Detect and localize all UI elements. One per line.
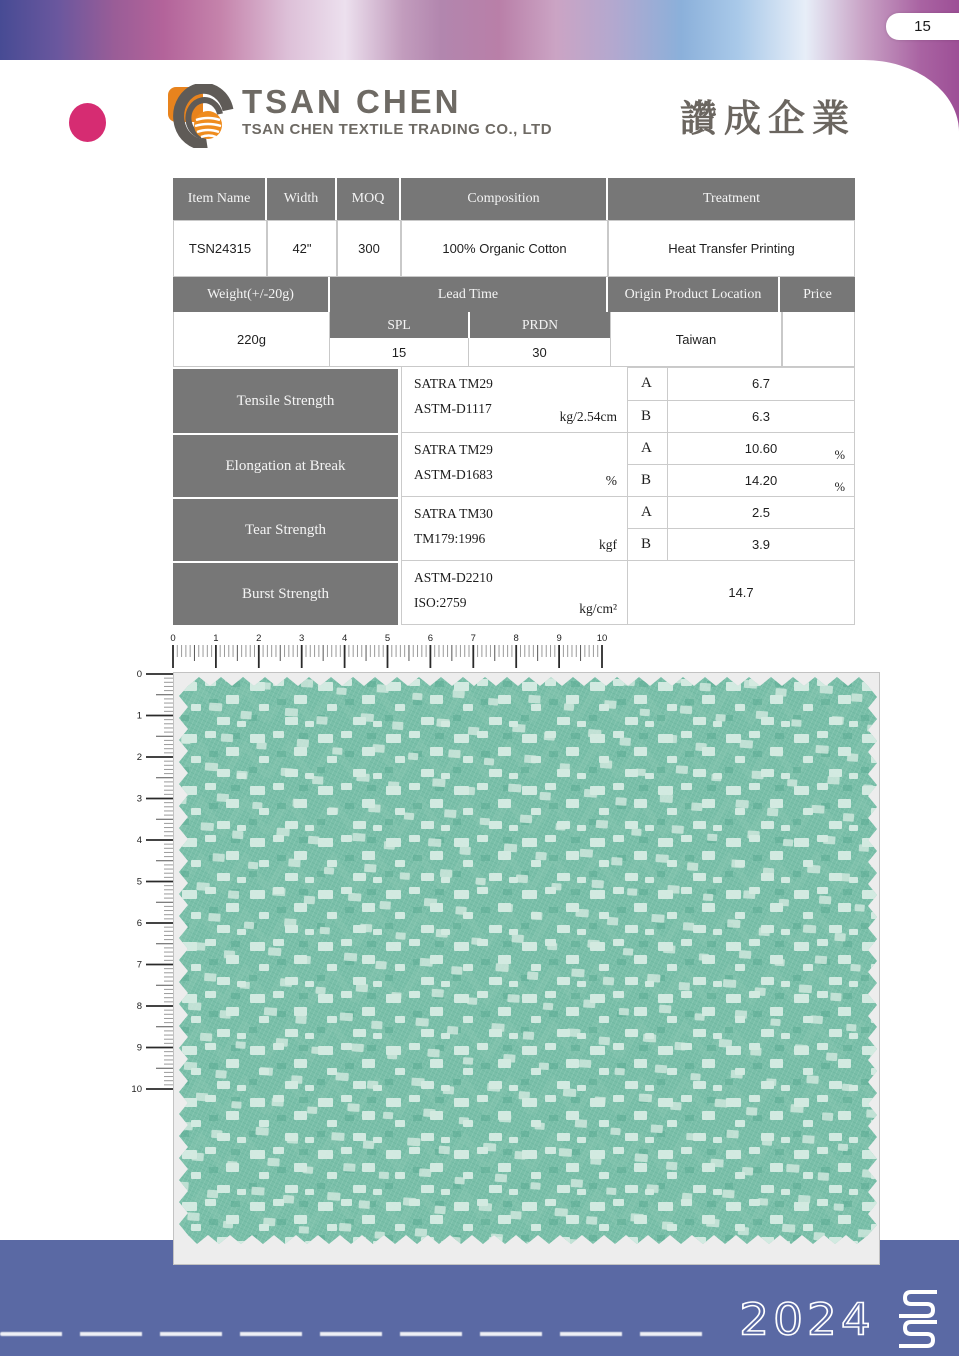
spl-header: SPL: [330, 312, 468, 338]
company-logo-icon: [168, 84, 234, 148]
svg-text:9: 9: [556, 633, 562, 644]
method-unit: %: [605, 473, 617, 488]
tensile-strength-row: [173, 367, 855, 433]
page-number: 15: [914, 18, 931, 35]
footer-dash-line: [0, 1332, 715, 1336]
leadtime-block: [330, 312, 610, 367]
burst-value: 14.7: [628, 561, 854, 625]
a-unit: %: [834, 448, 845, 462]
b-unit: %: [834, 480, 845, 494]
svg-text:1: 1: [213, 633, 219, 644]
svg-text:9: 9: [136, 1042, 142, 1054]
method-line1: SATRA TM29: [414, 376, 493, 391]
svg-text:6: 6: [136, 918, 142, 929]
horizontal-ruler: [150, 631, 630, 675]
svg-text:0: 0: [136, 669, 142, 680]
b-label: B: [628, 465, 668, 496]
b-label: B: [628, 529, 668, 560]
b-value: 6.3: [751, 408, 771, 424]
burst-value-cell: [628, 561, 855, 625]
svg-text:5: 5: [136, 876, 142, 888]
a-value: 10.60: [744, 441, 778, 456]
weight-value: 220g: [173, 312, 330, 367]
svg-text:8: 8: [136, 1001, 142, 1012]
svg-text:8: 8: [513, 633, 519, 644]
col-header-leadtime: Lead Time: [330, 277, 606, 312]
svg-text:4: 4: [136, 835, 142, 846]
tear-ab-cell: [628, 497, 855, 561]
a-value: 2.5: [751, 505, 771, 520]
width-value: 42": [267, 220, 337, 277]
svg-text:1: 1: [136, 710, 142, 722]
spec-value-row: [173, 220, 855, 277]
tear-method-cell: [401, 497, 628, 561]
method-line1: SATRA TM29: [414, 442, 493, 457]
tensile-strength-label: Tensile Strength: [173, 367, 398, 433]
svg-text:4: 4: [341, 633, 348, 644]
svg-text:10: 10: [131, 1084, 142, 1095]
method-unit: kg/2.54cm: [559, 409, 617, 424]
a-label: A: [628, 433, 668, 464]
svg-text:2: 2: [256, 633, 262, 644]
spec-header-row2: [173, 277, 855, 312]
col-header-price: Price: [780, 277, 855, 312]
prdn-header: PRDN: [470, 312, 610, 338]
svg-text:3: 3: [299, 633, 305, 644]
svg-text:5: 5: [384, 633, 391, 644]
method-line2: ASTM-D1683: [414, 467, 493, 482]
spec-table: [173, 178, 855, 625]
burst-strength-label: Burst Strength: [173, 561, 398, 625]
spec-header-row: [173, 178, 855, 220]
b-value: 3.9: [751, 537, 771, 552]
svg-text:6: 6: [427, 633, 434, 644]
method-unit: kgf: [599, 537, 617, 552]
page-number-badge: [886, 13, 959, 40]
svg-text:0: 0: [170, 633, 176, 644]
company-name-chinese: 讚成企業: [680, 97, 856, 140]
method-unit: kg/cm²: [579, 601, 617, 616]
footer-ss-logo-icon: [891, 1288, 943, 1350]
col-header-composition: Composition: [401, 178, 606, 220]
pink-dot-decoration: [69, 103, 106, 142]
b-label: B: [628, 401, 668, 433]
svg-text:2: 2: [136, 752, 142, 763]
brand-text: [242, 84, 552, 140]
tensile-ab-cell: [628, 367, 855, 433]
footer-year: [723, 1296, 891, 1348]
method-line1: SATRA TM30: [414, 506, 493, 521]
elongation-label: Elongation at Break: [173, 433, 398, 497]
col-header-treatment: Treatment: [608, 178, 855, 220]
svg-text:3: 3: [136, 793, 142, 805]
tear-strength-label: Tear Strength: [173, 497, 398, 561]
elongation-method-cell: [401, 433, 628, 497]
price-value: [782, 312, 855, 367]
a-label: A: [628, 497, 668, 528]
fabric-swatch: [179, 677, 877, 1244]
composition-value: 100% Organic Cotton: [401, 220, 608, 277]
fabric-sample-panel: [173, 672, 880, 1265]
company-subtitle: TSAN CHEN TEXTILE TRADING CO., LTD: [242, 121, 553, 138]
col-header-width: Width: [267, 178, 335, 220]
brand-header: [168, 84, 868, 150]
treatment-value: Heat Transfer Printing: [608, 220, 855, 277]
company-name: TSAN CHEN: [242, 83, 462, 120]
b-value: 14.20: [744, 473, 778, 488]
col-header-item-name: Item Name: [173, 178, 265, 220]
year-text: 2024: [739, 1296, 875, 1346]
col-header-weight: Weight(+/-20g): [173, 277, 328, 312]
method-line2: ASTM-D1117: [414, 401, 492, 416]
svg-text:10: 10: [596, 633, 608, 644]
svg-text:7: 7: [470, 633, 476, 644]
item-name-value: TSN24315: [173, 220, 267, 277]
burst-method-cell: [401, 561, 628, 625]
col-header-moq: MOQ: [337, 178, 399, 220]
vertical-ruler: [126, 656, 178, 1108]
origin-value: Taiwan: [610, 312, 782, 367]
a-label: A: [628, 368, 668, 400]
moq-value: 300: [337, 220, 401, 277]
method-line2: ISO:2759: [414, 595, 467, 610]
tear-strength-row: [173, 497, 855, 561]
spec-leadtime-row: [173, 312, 855, 367]
method-line2: TM179:1996: [414, 531, 486, 546]
burst-strength-row: [173, 561, 855, 625]
elongation-row: [173, 433, 855, 497]
spl-value: 15: [330, 338, 469, 367]
a-value: 6.7: [751, 376, 771, 392]
method-line1: ASTM-D2210: [414, 570, 493, 585]
prdn-value: 30: [469, 338, 610, 367]
svg-text:7: 7: [136, 959, 142, 971]
elongation-ab-cell: [628, 433, 855, 497]
tensile-method-cell: [401, 367, 628, 433]
col-header-origin: Origin Product Location: [608, 277, 778, 312]
